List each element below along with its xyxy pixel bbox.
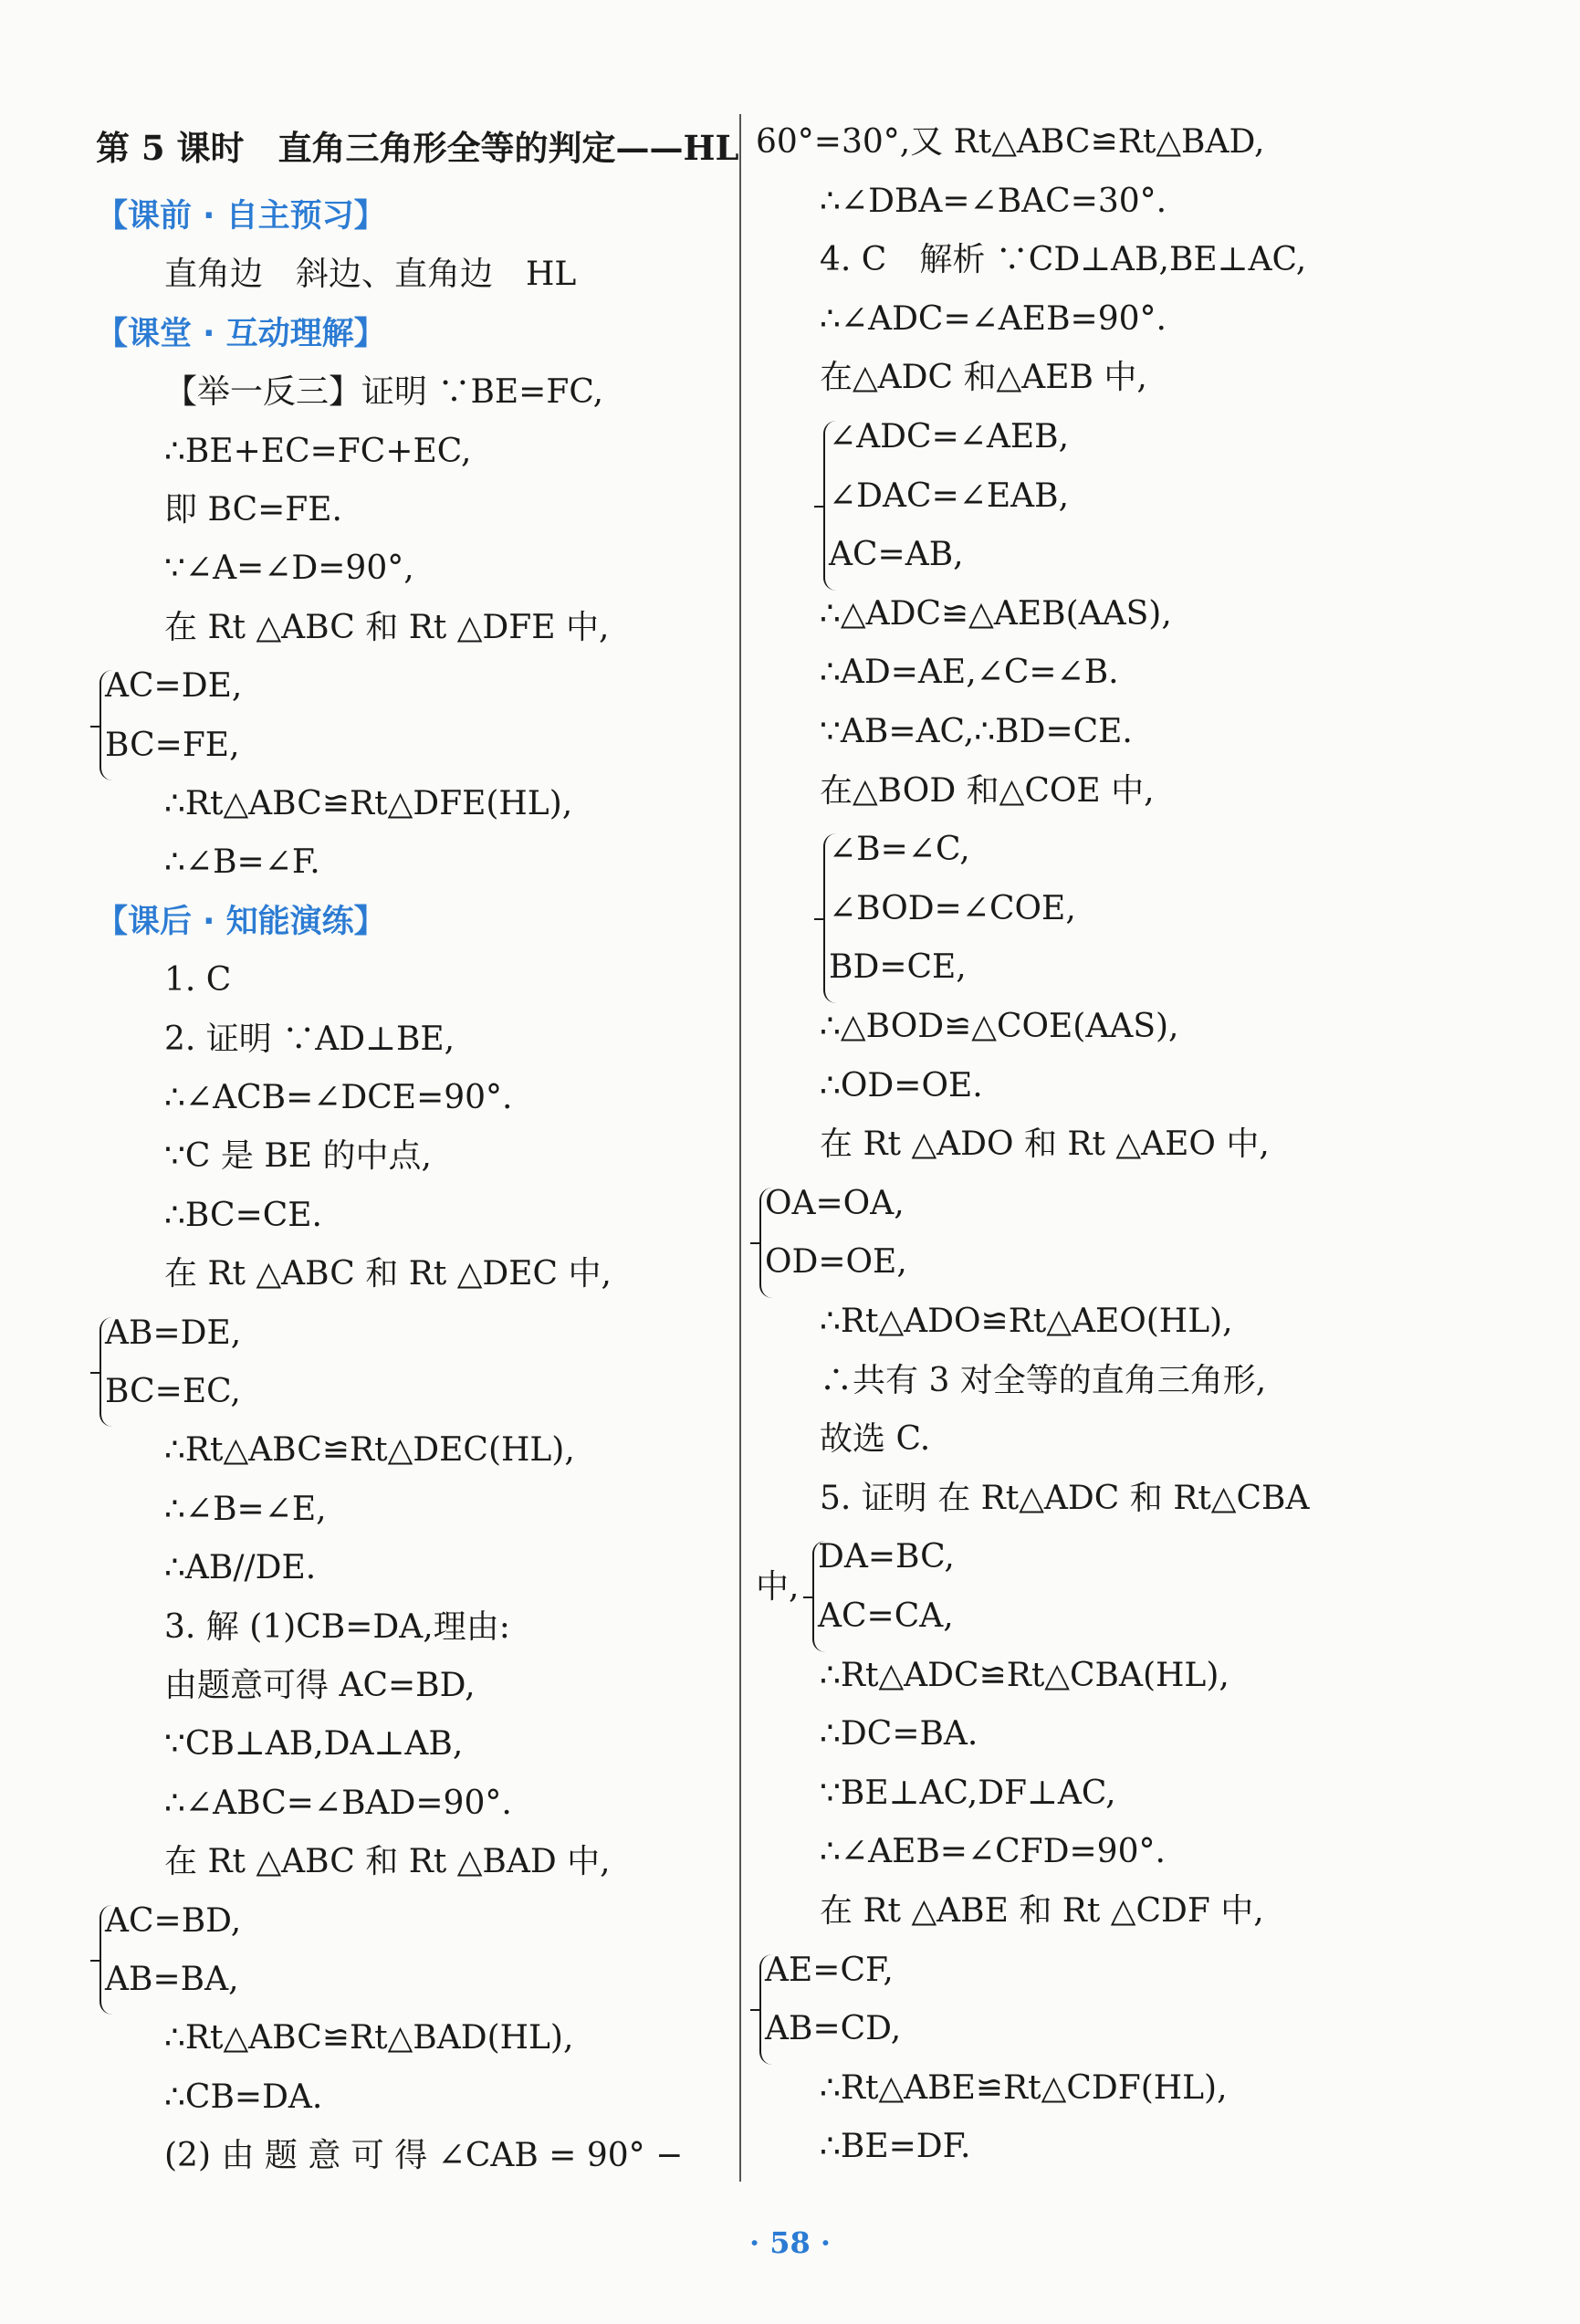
- section-heading: 【课后 · 知能演练】: [96, 903, 386, 940]
- section-heading: 【课堂 · 互动理解】: [96, 315, 386, 352]
- text-line: 60°=30°,又 Rt△ABC≌Rt△BAD,: [756, 123, 1265, 161]
- page-title: 第 5 课时 直角三角形全等的判定——HL: [96, 128, 739, 168]
- text-line: ∴∠ABC=∠BAD=90°.: [164, 1784, 512, 1822]
- text-line: ∴Rt△ABC≌Rt△BAD(HL),: [164, 2019, 574, 2057]
- text-line: DA=BC,: [818, 1538, 955, 1576]
- page-number: · 58 ·: [748, 2225, 832, 2260]
- text-line: ∴BC=CE.: [164, 1196, 323, 1234]
- text-line: 直角边 斜边、直角边 HL: [164, 256, 577, 294]
- text-line: 在 Rt △ABC 和 Rt △DFE 中,: [164, 608, 610, 646]
- text-line: ∵C 是 BE 的中点,: [164, 1137, 432, 1176]
- text-line: ∴Rt△ADC≌Rt△CBA(HL),: [820, 1656, 1229, 1694]
- column-divider: [739, 114, 741, 2182]
- text-line: ∴BE=DF.: [820, 2128, 971, 2166]
- text-line: AC=AB,: [829, 536, 964, 574]
- text-line: 在 Rt △ABE 和 Rt △CDF 中,: [820, 1892, 1264, 1930]
- text-line: 1. C: [164, 961, 232, 1000]
- text-line: AE=CF,: [765, 1951, 894, 1989]
- text-line: 在 Rt △ABC 和 Rt △DEC 中,: [164, 1255, 612, 1293]
- text-line: OD=OE,: [765, 1243, 907, 1282]
- text-line: 【举一反三】证明 ∵BE=FC,: [164, 373, 604, 412]
- text-line: AB=CD,: [765, 2010, 902, 2048]
- text-line: ∵CB⊥AB,DA⊥AB,: [164, 1725, 464, 1764]
- text-line: ∴∠AEB=∠CFD=90°.: [820, 1833, 1166, 1871]
- text-line: ∴共有 3 对全等的直角三角形,: [820, 1361, 1267, 1399]
- text-line: 在 Rt △ABC 和 Rt △BAD 中,: [164, 1843, 611, 1881]
- text-line: ∴Rt△ABC≌Rt△DFE(HL),: [164, 785, 573, 822]
- text-line: ∴∠ACB=∠DCE=90°.: [164, 1079, 513, 1116]
- text-line: AC=CA,: [818, 1597, 954, 1635]
- text-line: 2. 证明 ∵AD⊥BE,: [164, 1020, 455, 1058]
- text-line: 4. C 解析 ∵CD⊥AB,BE⊥AC,: [820, 241, 1307, 279]
- text-line: ∴∠B=∠F.: [164, 843, 320, 882]
- text-line: ∵∠A=∠D=90°,: [164, 550, 414, 588]
- text-line: (2) 由 题 意 可 得 ∠CAB = 90° −: [164, 2137, 684, 2175]
- text-line: ∴△BOD≌△COE(AAS),: [820, 1008, 1179, 1045]
- text-line: 在 Rt △ADO 和 Rt △AEO 中,: [820, 1125, 1270, 1164]
- text-line: ∴Rt△ABC≌Rt△DEC(HL),: [164, 1431, 575, 1470]
- text-line: AC=DE,: [105, 667, 243, 706]
- text-line: 故选 C.: [820, 1420, 931, 1459]
- text-line: ∠B=∠C,: [829, 831, 970, 869]
- text-line: AB=DE,: [105, 1314, 242, 1352]
- text-line: 即 BC=FE.: [164, 491, 342, 529]
- text-line: 3. 解 (1)CB=DA,理由:: [164, 1607, 510, 1646]
- text-line: ∠DAC=∠EAB,: [829, 476, 1070, 515]
- text-line-lead: 中,: [756, 1567, 800, 1606]
- text-line: ∴BE+EC=FC+EC,: [164, 432, 472, 470]
- text-line: ∴DC=BA.: [820, 1715, 978, 1753]
- text-line: ∴AD=AE,∠C=∠B.: [820, 654, 1119, 692]
- text-line: 5. 证明 在 Rt△ADC 和 Rt△CBA: [820, 1479, 1310, 1517]
- text-line: ∴△ADC≌△AEB(AAS),: [820, 594, 1172, 633]
- text-line: 在△ADC 和△AEB 中,: [820, 359, 1147, 397]
- text-line: OA=OA,: [765, 1184, 905, 1222]
- text-line: ∴∠B=∠E,: [164, 1490, 327, 1528]
- text-line: ∴∠ADC=∠AEB=90°.: [820, 299, 1167, 338]
- text-line: ∠BOD=∠COE,: [829, 889, 1076, 927]
- text-line: BD=CE,: [829, 948, 967, 987]
- text-line: BC=FE,: [105, 726, 240, 764]
- text-line: 由题意可得 AC=BD,: [164, 1667, 476, 1704]
- text-line: BC=EC,: [105, 1373, 241, 1410]
- text-line: ∴OD=OE.: [820, 1066, 983, 1104]
- text-line: 在△BOD 和△COE 中,: [820, 771, 1155, 810]
- text-line: ∠ADC=∠AEB,: [829, 418, 1070, 455]
- text-line: AC=BD,: [105, 1901, 242, 1940]
- text-line: ∴∠DBA=∠BAC=30°.: [820, 182, 1167, 220]
- section-heading: 【课前 · 自主预习】: [96, 198, 386, 235]
- text-line: ∴CB=DA.: [164, 2078, 323, 2116]
- text-line: ∴AB//DE.: [164, 1549, 317, 1587]
- text-line: AB=BA,: [105, 1961, 239, 1998]
- text-line: ∵AB=AC,∴BD=CE.: [820, 713, 1133, 750]
- text-line: ∴Rt△ABE≌Rt△CDF(HL),: [820, 2068, 1228, 2107]
- text-line: ∴Rt△ADO≌Rt△AEO(HL),: [820, 1303, 1233, 1340]
- text-line: ∵BE⊥AC,DF⊥AC,: [820, 1774, 1116, 1812]
